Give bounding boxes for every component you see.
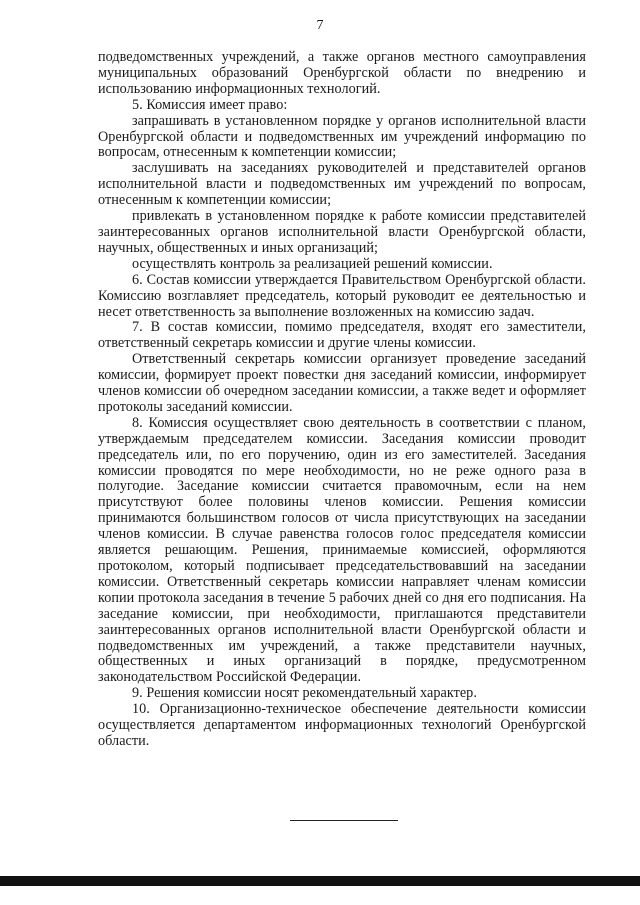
paragraph-continuation: подведомственных учреждений, а также органов местного самоуправления муниципальных образований Оренбургской области по внедрению и использованию информационных технологий. bbox=[98, 49, 586, 97]
paragraph-section-10: 10. Организационно-техническое обеспечение деятельности комиссии осуществляется департаментом информационных технологий Оренбургской области. bbox=[98, 701, 586, 749]
end-separator-line bbox=[290, 820, 398, 821]
scan-edge-bar bbox=[0, 876, 640, 886]
paragraph-section-9: 9. Решения комиссии носят рекомендательный характер. bbox=[132, 685, 477, 702]
paragraph-section-5-heading: 5. Комиссия имеет право: bbox=[132, 96, 288, 113]
paragraph-right-request-info: запрашивать в установленном порядке у органов исполнительной власти Оренбургской области и подведомственных им учреждений информацию по вопросам, отнесенным к компетенции комиссии; bbox=[98, 112, 586, 161]
paragraph-section-6: 6. Состав комиссии утверждается Правительством Оренбургской области. Комиссию возглавляет председатель, который руководит ее деятельностью и несет ответственность за выполнение возложенных на комиссию задач. bbox=[98, 271, 586, 320]
paragraph-section-8: 8. Комиссия осуществляет свою деятельность в соответствии с планом, утверждаемым председателем комиссии. Заседания комиссии проводит председатель или, по его поручению, один из его заместителей. Заседания комиссии проводятся по мере необходимости, но не реже одного раза в полугодие. Заседание комиссии считается правомочным, если на нем присутствуют более половины членов комиссии. Решения комиссии принимаются большинством голосов от числа присутствующих на заседании членов комиссии. В случае равенства голосов голос председателя комиссии является решающим. Решения, принимаемые комиссией, оформляются протоколом, который подписывает председательствовавший на заседании комиссии. Ответственный секретарь комиссии направляет членам комиссии копии протокола заседания в течение 5 рабочих дней со дня его подписания. На заседание комиссии, при необходимости, приглашаются представители заинтересованных органов исполнительной власти Оренбургской области и подведомственных им учреждений, а также представители научных, общественных и иных организаций в порядке, предусмотренном законодательством Российской Федерации. bbox=[98, 414, 586, 686]
paragraph-right-control: осуществлять контроль за реализацией решений комиссии. bbox=[132, 255, 493, 272]
paragraph-right-hear-officials: заслушивать на заседаниях руководителей и представителей органов исполнительной власти и подведомственных им учреждений по вопросам, отнесенным к компетенции комиссии; bbox=[98, 160, 586, 209]
paragraph-secretary: Ответственный секретарь комиссии организует проведение заседаний комиссии, формирует проект повестки дня заседаний комиссии, информирует членов комиссии об очередном заседании комиссии, а также ведет и оформляет протоколы заседаний комиссии. bbox=[98, 351, 586, 415]
document-body bbox=[98, 50, 586, 750]
paragraph-section-7: 7. В состав комиссии, помимо председателя, входят его заместители, ответственный секретарь комиссии и другие члены комиссии. bbox=[98, 319, 586, 352]
paragraph-right-involve-representatives: привлекать в установленном порядке к работе комиссии представителей заинтересованных органов исполнительной власти Оренбургской области, научных, общественных и иных организаций; bbox=[98, 208, 586, 256]
page-number: 7 bbox=[316, 18, 324, 33]
